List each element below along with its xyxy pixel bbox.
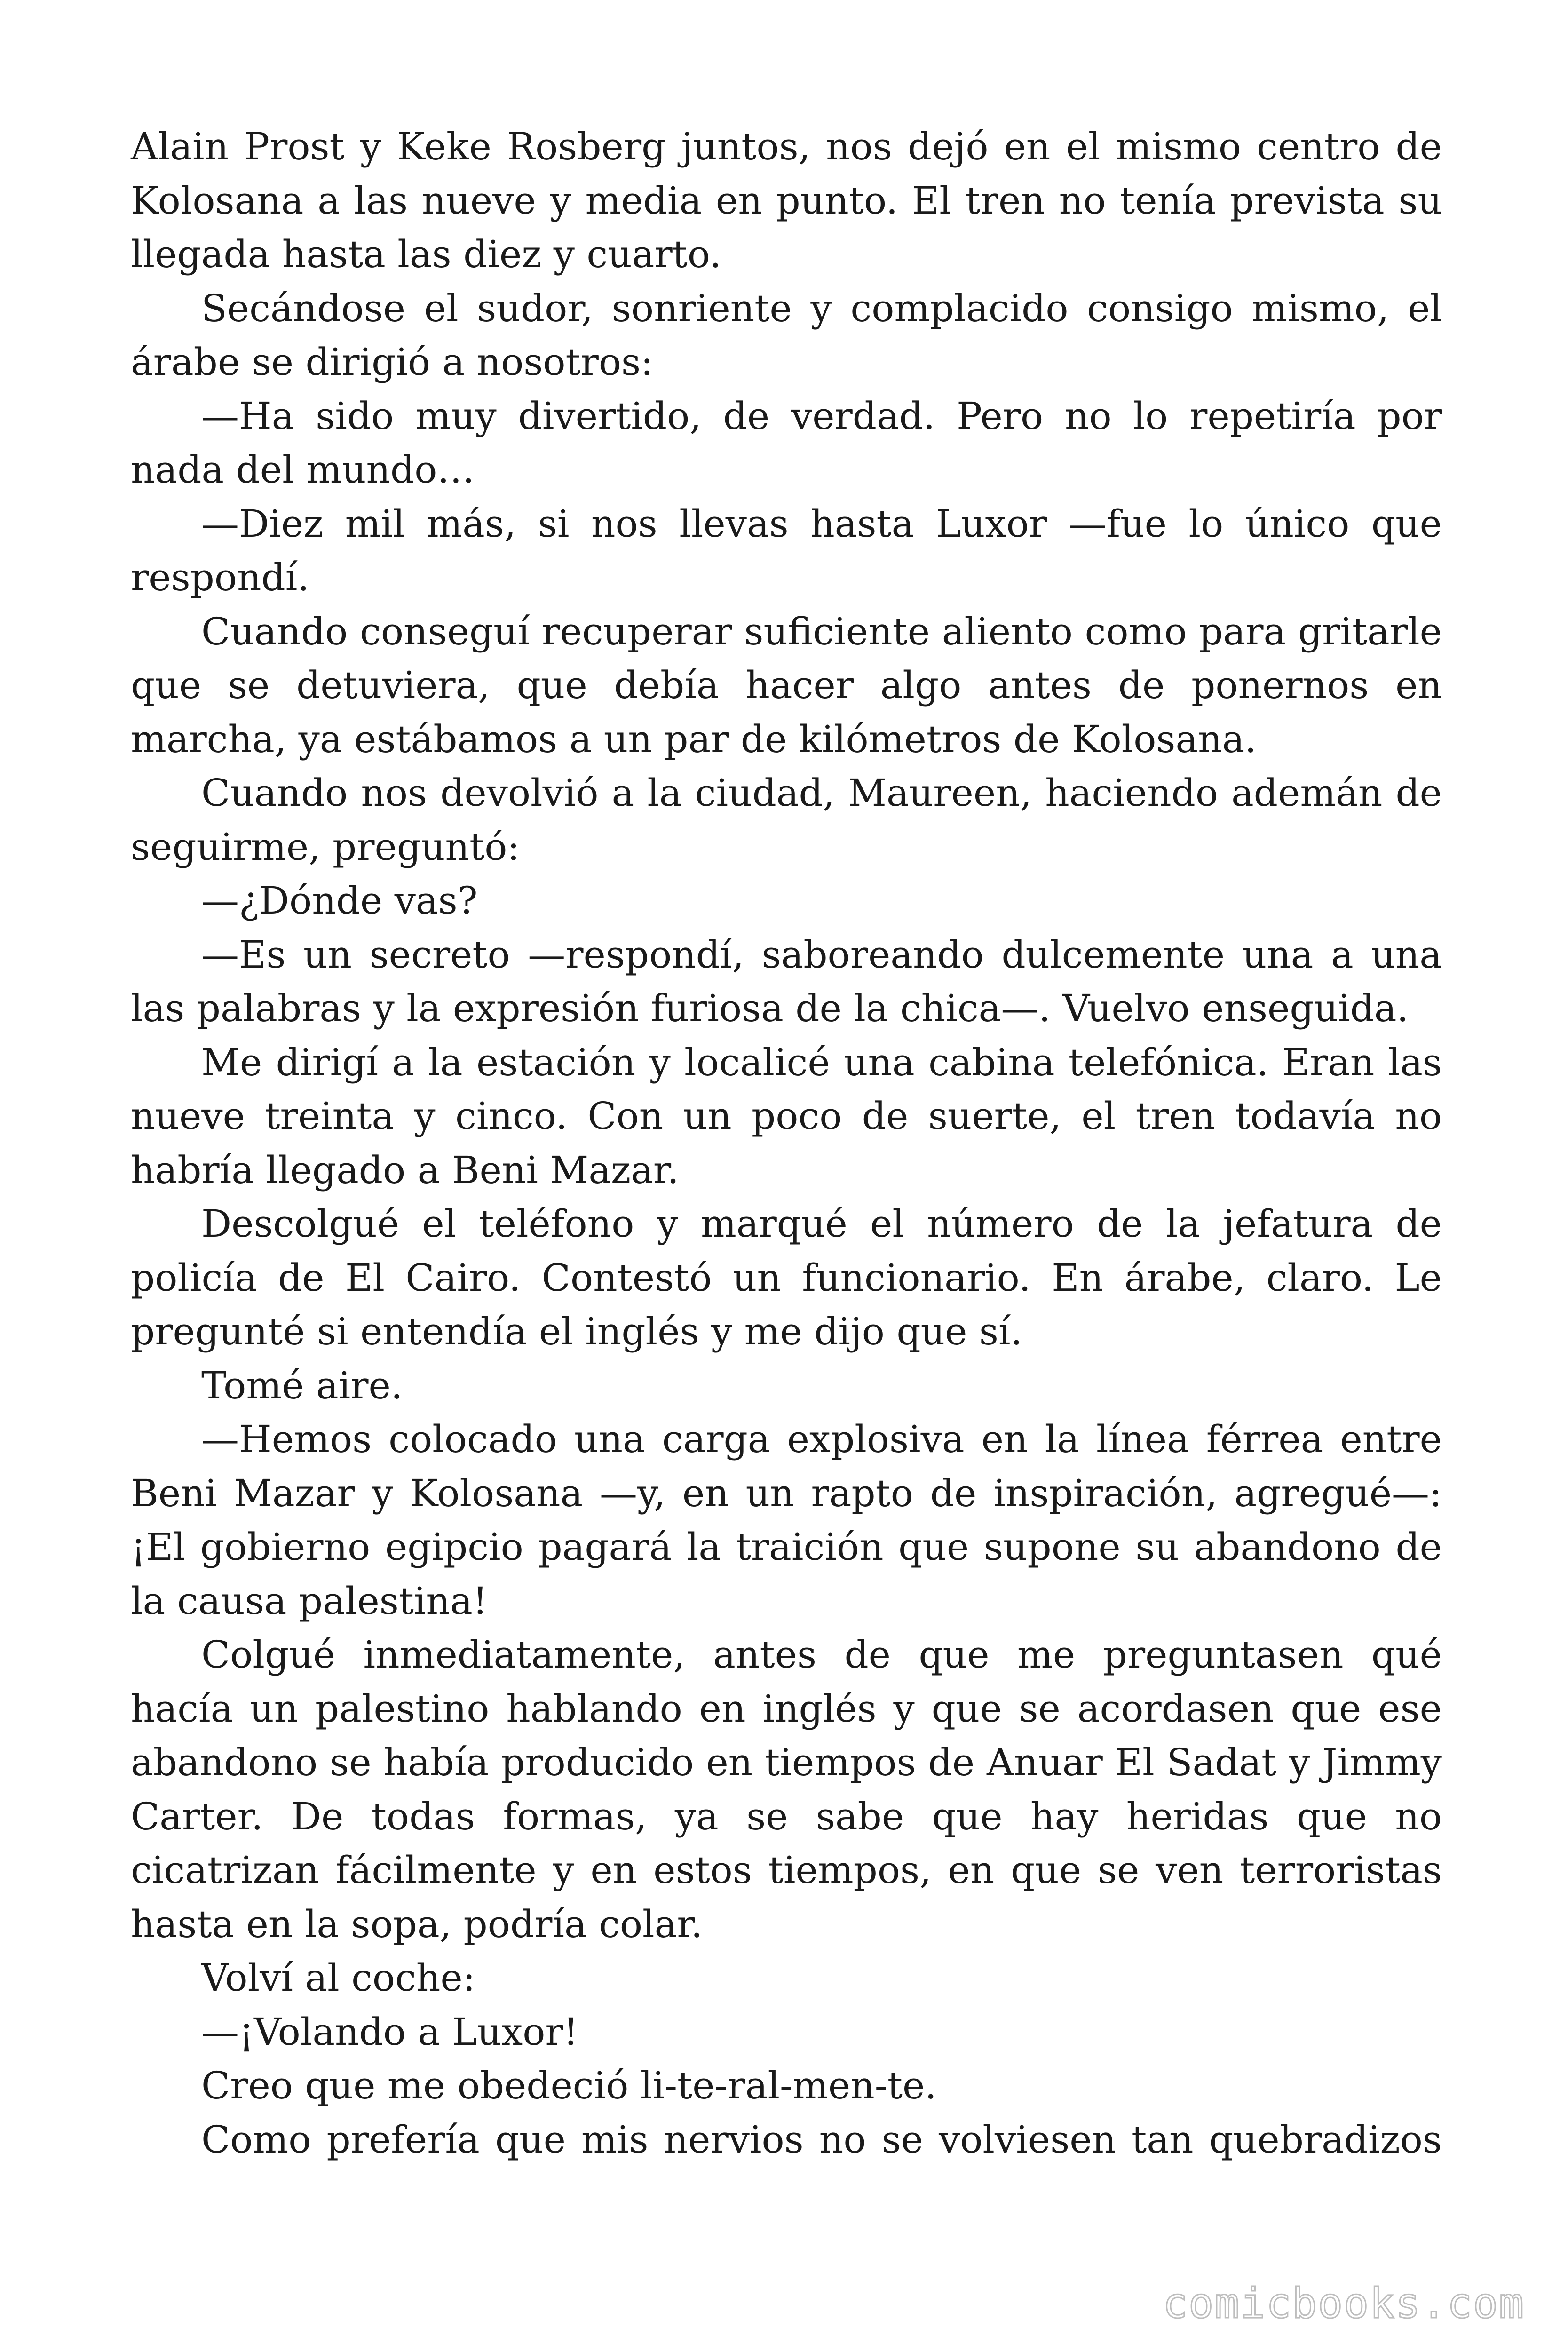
paragraph: Me dirigí a la estación y localicé una cabina telefónica. Eran las nueve treinta y cinco. Con un poco de suerte, el tren todavía no habría llegado a Beni Mazar. [131, 1040, 1442, 1192]
paragraph: Como prefería que mis nervios no se volviesen tan quebradizos [201, 2117, 1442, 2161]
paragraph: Cuando conseguí recuperar suficiente aliento como para gritarle que se detuviera, que debía hacer algo antes de ponernos en marcha, ya estábamos a un par de kilómetros de Kolosana. [131, 609, 1442, 761]
body-text [131, 120, 1442, 2167]
paragraph: —Ha sido muy divertido, de verdad. Pero no lo repetiría por nada del mundo… [131, 394, 1442, 492]
paragraph: Creo que me obedeció li-te-ral-men-te. [201, 2064, 937, 2107]
paragraph: —Hemos colocado una carga explosiva en la línea férrea entre Beni Mazar y Kolosana —y, en un rapto de inspiración, agregué—: ¡El gobierno egipcio pagará la traición que supone su abandono de la causa palestina! [131, 1417, 1442, 1623]
paragraph: Tomé aire. [201, 1363, 403, 1407]
paragraph: Colgué inmediatamente, antes de que me preguntasen qué hacía un palestino hablando en inglés y que se acordasen que ese abandono se había producido en tiempos de Anuar El Sadat y Jimmy Carter. De todas formas, ya se sabe que hay heridas que no cicatrizan fácilmente y en estos tiempos, en que se ven terroristas hasta en la sopa, podría colar. [131, 1633, 1442, 1946]
paragraph: —Es un secreto —respondí, saboreando dulcemente una a una las palabras y la expresión furiosa de la chica—. Vuelvo enseguida. [131, 932, 1442, 1030]
paragraph: Cuando nos devolvió a la ciudad, Maureen, haciendo ademán de seguirme, preguntó: [131, 771, 1442, 869]
paragraph: Volví al coche: [201, 1956, 475, 2000]
paragraph: Alain Prost y Keke Rosberg juntos, nos dejó en el mismo centro de Kolosana a las nueve y media en punto. El tren no tenía prevista su llegada hasta las diez y cuarto. [131, 125, 1442, 276]
paragraph: —¡Volando a Luxor! [201, 2010, 578, 2054]
paragraph: Descolgué el teléfono y marqué el número de la jefatura de policía de El Cairo. Contestó un funcionario. En árabe, claro. Le pregunté si entendía el inglés y me dijo que sí. [131, 1202, 1442, 1353]
paragraph: —¿Dónde vas? [201, 879, 478, 922]
paragraph: Secándose el sudor, sonriente y complacido consigo mismo, el árabe se dirigió a nosotros: [131, 286, 1442, 384]
watermark: comicbooks.com [1163, 2279, 1525, 2328]
paragraph: —Diez mil más, si nos llevas hasta Luxor —fue lo único que respondí. [131, 501, 1442, 599]
